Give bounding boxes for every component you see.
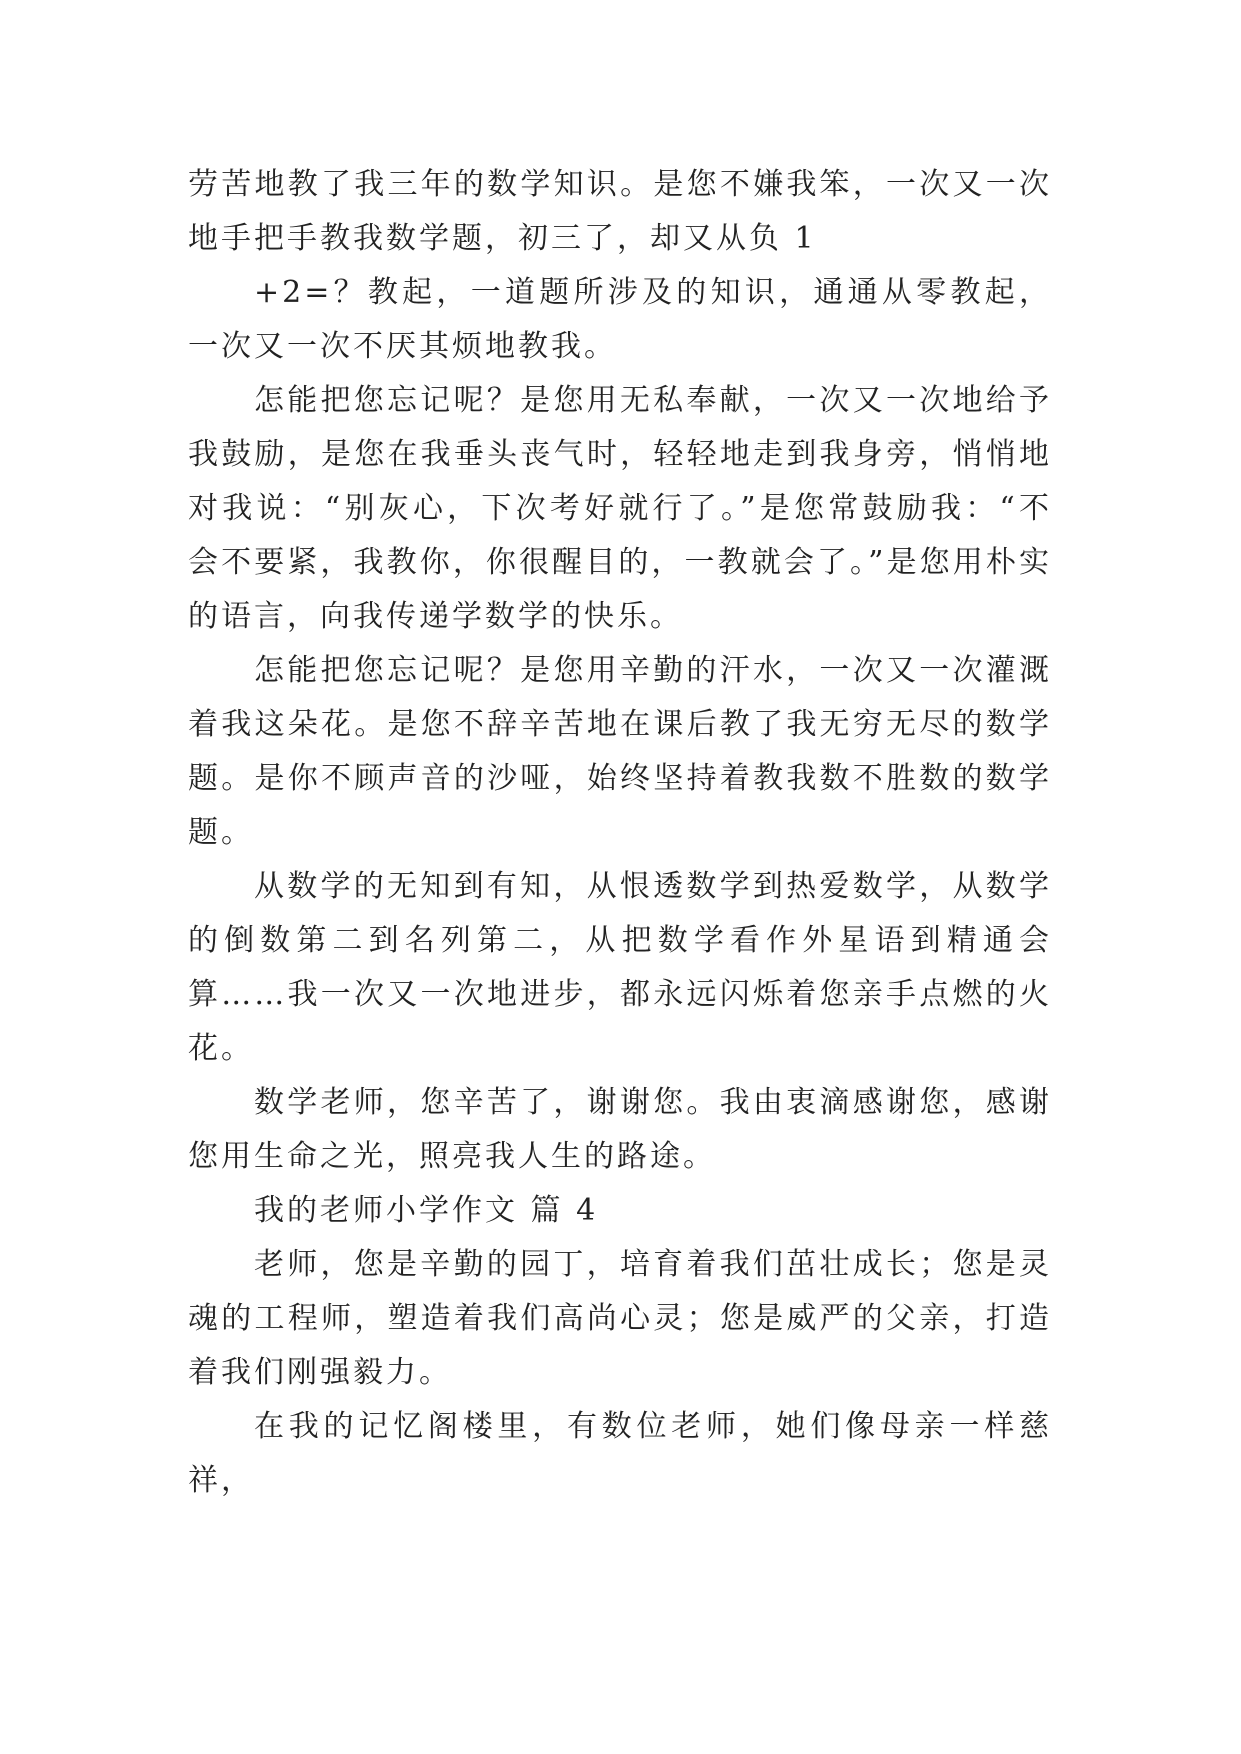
paragraph: 劳苦地教了我三年的数学知识。是您不嫌我笨，一次又一次地手把手教我数学题，初三了，却又从负 1: [188, 167, 1052, 256]
paragraph: 数学老师，您辛苦了，谢谢您。我由衷滴感谢您，感谢您用生命之光，照亮我人生的路途。: [188, 1085, 1052, 1174]
document-body: [188, 158, 1052, 1508]
paragraph: +2=？教起，一道题所涉及的知识，通通从零教起，一次又一次不厌其烦地教我。: [188, 275, 1052, 364]
paragraph: 老师，您是辛勤的园丁，培育着我们茁壮成长；您是灵魂的工程师，塑造着我们高尚心灵；您是威严的父亲，打造着我们刚强毅力。: [188, 1247, 1052, 1390]
paragraph: 在我的记忆阁楼里，有数位老师，她们像母亲一样慈祥，: [188, 1409, 1052, 1498]
section-heading: 我的老师小学作文 篇 4: [254, 1193, 599, 1228]
paragraph: 怎能把您忘记呢？是您用无私奉献，一次又一次地给予我鼓励，是您在我垂头丧气时，轻轻地走到我身旁，悄悄地对我说：“别灰心，下次考好就行了。”是您常鼓励我：“不会不要紧，我教你，你很醒目的，一教就会了。”是您用朴实的语言，向我传递学数学的快乐。: [188, 383, 1052, 634]
paragraph: 从数学的无知到有知，从恨透数学到热爱数学，从数学的倒数第二到名列第二，从把数学看作外星语到精通会算……我一次又一次地进步，都永远闪烁着您亲手点燃的火花。: [188, 869, 1052, 1066]
paragraph: 怎能把您忘记呢？是您用辛勤的汗水，一次又一次灌溉着我这朵花。是您不辞辛苦地在课后教了我无穷无尽的数学题。是你不顾声音的沙哑，始终坚持着教我数不胜数的数学题。: [188, 653, 1052, 850]
